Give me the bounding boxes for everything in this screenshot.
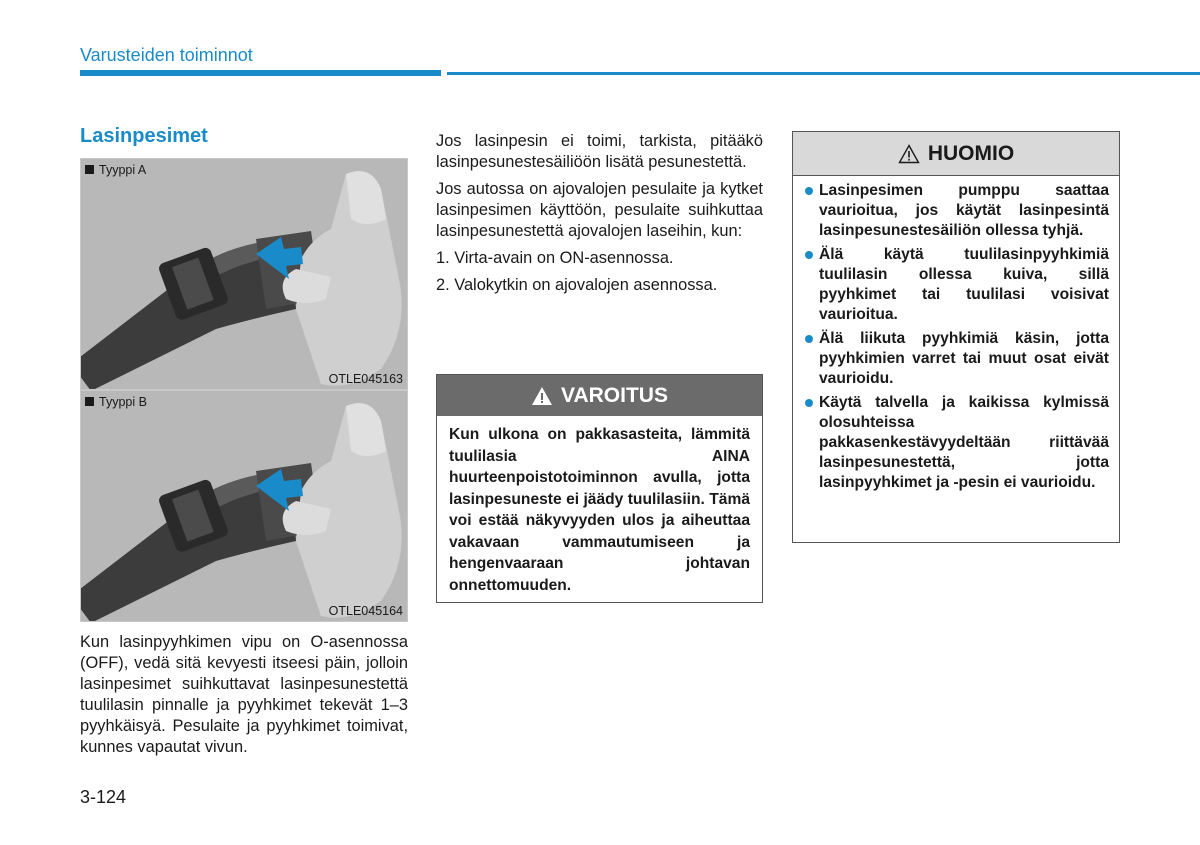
figure-label: Tyyppi A [85,163,146,177]
header-bar-left [80,70,441,76]
figure-code: OTLE045164 [328,604,403,618]
header-bar-right [447,72,1200,75]
wiper-paragraph: Kun lasinpyyhkimen vipu on O-asennossa (OFF), vedä sitä kevyesti itseesi päin, jolloin lasinpesimet suihkuttavat lasinpesunestettä tuulilasin pinnalle ja pyyhkimet tekevät 1–3 pyyhkäisyä. Pesulaite ja pyyhkimet toimivat, kunnes vapautat vivun. [80,633,408,756]
page-number: 3-124 [80,787,127,807]
section-title: Lasinpesimet [80,125,208,147]
list-item: 1. Virta-avain on ON-asennossa. [436,249,674,267]
figure-code: OTLE045163 [328,372,403,386]
wiper-lever-illustration [81,391,408,622]
middle-column [436,131,763,302]
warning-title: VAROITUS [561,383,668,407]
warning-text: Kun ulkona on pakkasasteita, lämmitä tuulilasia AINA huurteenpoistotoiminnon avulla, jotta lasinpesuneste ei jäädy tuulilasiin. Tämä voi estää näkyvyyden ulos ja aiheuttaa vakavaan vammautumiseen ja hengenvaaraan johtavan onnettomuuden. [449,426,750,594]
paragraph-headlamp-washer: Jos autossa on ajovalojen pesulaite ja kytket lasinpesimen käyttöön, pesulaite suihkuttaa lasinpesunestettä ajovalojen laseihin, kun: [436,180,763,240]
paragraph-fluid-check: Jos lasinpesin ei toimi, tarkista, pitääkö lasinpesunestesäiliöön lisätä pesunestettä. [436,132,763,171]
warning-box [436,374,763,603]
wiper-lever-illustration [81,159,408,390]
caution-body [793,176,1119,502]
caution-bullet: Lasinpesimen pumppu saattaa vaurioitua, jos käytät lasinpesintä lasinpesunestesäiliön ollessa tyhjä. [805,181,1109,241]
header-title: Varusteiden toiminnot [80,45,253,65]
caution-title: HUOMIO [927,141,1015,165]
caution-bullet: Älä liikuta pyyhkimiä käsin, jotta pyyhkimien varret tai muut osat eivät vaurioidu. [805,329,1109,389]
caution-bullet: Älä käytä tuulilasinpyyhkimiä tuulilasin ollessa kuiva, sillä pyyhkimet tai tuulilasi voisivat vaurioitua. [805,245,1109,325]
caution-header [793,132,1119,176]
list-item: 2. Valokytkin on ajovalojen asennossa. [436,276,718,294]
left-column [80,125,408,758]
caution-triangle-icon [898,144,920,164]
figure-label: Tyyppi B [85,395,147,409]
figure-type-a [80,158,408,390]
warning-header [437,375,762,416]
caution-bullet: Käytä talvella ja kaikissa kylmissä olosuhteissa pakkasenkestävyydeltään riittävää lasinpesunestettä, jotta lasinpyyhkimet ja -pesin ei vaurioidu. [805,393,1109,493]
warning-triangle-icon [531,386,553,406]
caution-box [792,131,1120,543]
figure-type-b [80,390,408,622]
